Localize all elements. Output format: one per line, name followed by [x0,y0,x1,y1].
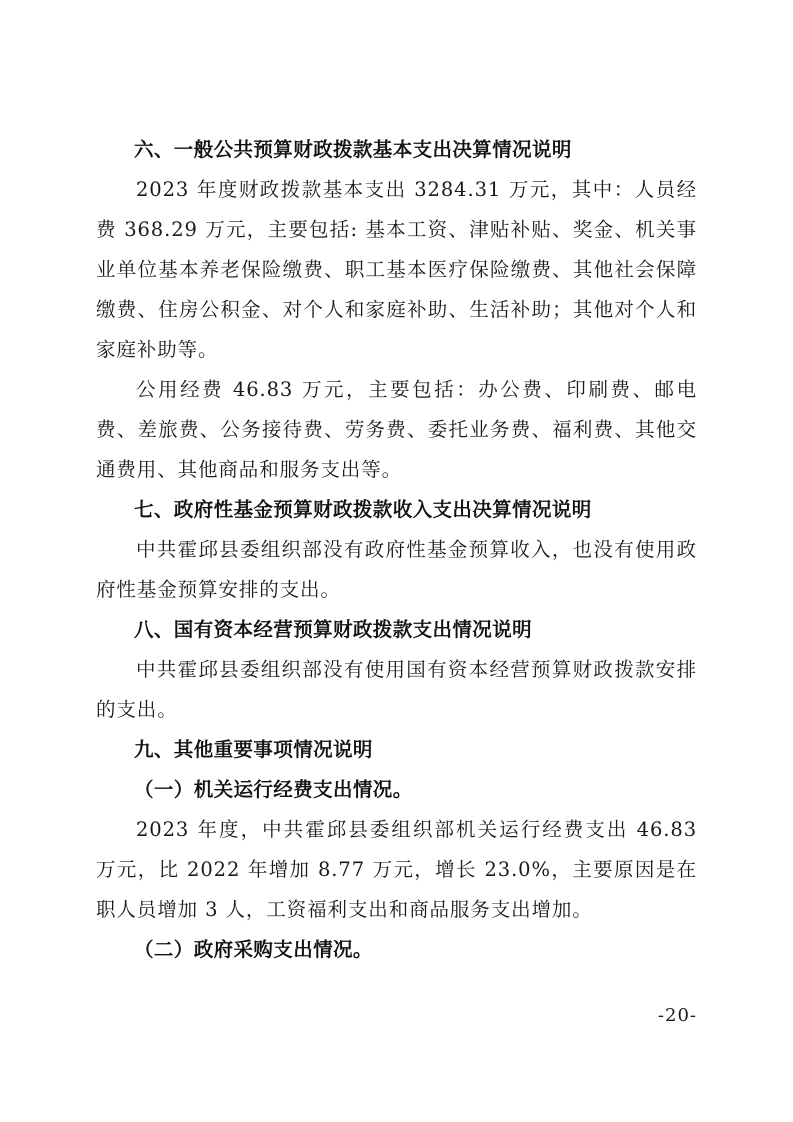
paragraph-operating-expenses: 2023 年度，中共霍邱县委组织部机关运行经费支出 46.83 万元，比 2022 年增加 8.77 万元，增长 23.0%，主要原因是在职人员增加 3 人，工资福利支出和商品服务支出增加。 [96,818,697,921]
paragraph-basic-expenditure-personnel: 2023 年度财政拨款基本支出 3284.31 万元，其中：人员经费 368.29 万元，主要包括: 基本工资、津贴补贴、奖金、机关事业单位基本养老保险缴费、职工基本医疗保险缴费、其他社会保障缴费、住房公积金、对个人和家庭补助、生活补助；其他对个人和家庭补助等。 [96,178,697,361]
section-heading-nine: 九、其他重要事项情况说明 [134,738,373,761]
document-body [96,130,697,970]
subsection-heading-two: （二）政府采购支出情况。 [134,938,373,961]
paragraph-state-capital-budget: 中共霍邱县委组织部没有使用国有资本经营预算财政拨款安排的支出。 [96,658,697,721]
paragraph-public-expenditure: 公用经费 46.83 万元，主要包括：办公费、印刷费、邮电费、差旅费、公务接待费、劳务费、委托业务费、福利费、其他交通费用、其他商品和服务支出等。 [96,378,697,481]
subsection-heading-one: （一）机关运行经费支出情况。 [134,778,413,801]
section-heading-six: 六、一般公共预算财政拨款基本支出决算情况说明 [134,138,572,161]
paragraph-government-fund-budget: 中共霍邱县委组织部没有政府性基金预算收入，也没有使用政府性基金预算安排的支出。 [96,538,697,601]
section-heading-seven: 七、政府性基金预算财政拨款收入支出决算情况说明 [134,498,592,521]
page-number: -20- [657,1005,697,1026]
section-heading-eight: 八、国有资本经营预算财政拨款支出情况说明 [134,618,533,641]
